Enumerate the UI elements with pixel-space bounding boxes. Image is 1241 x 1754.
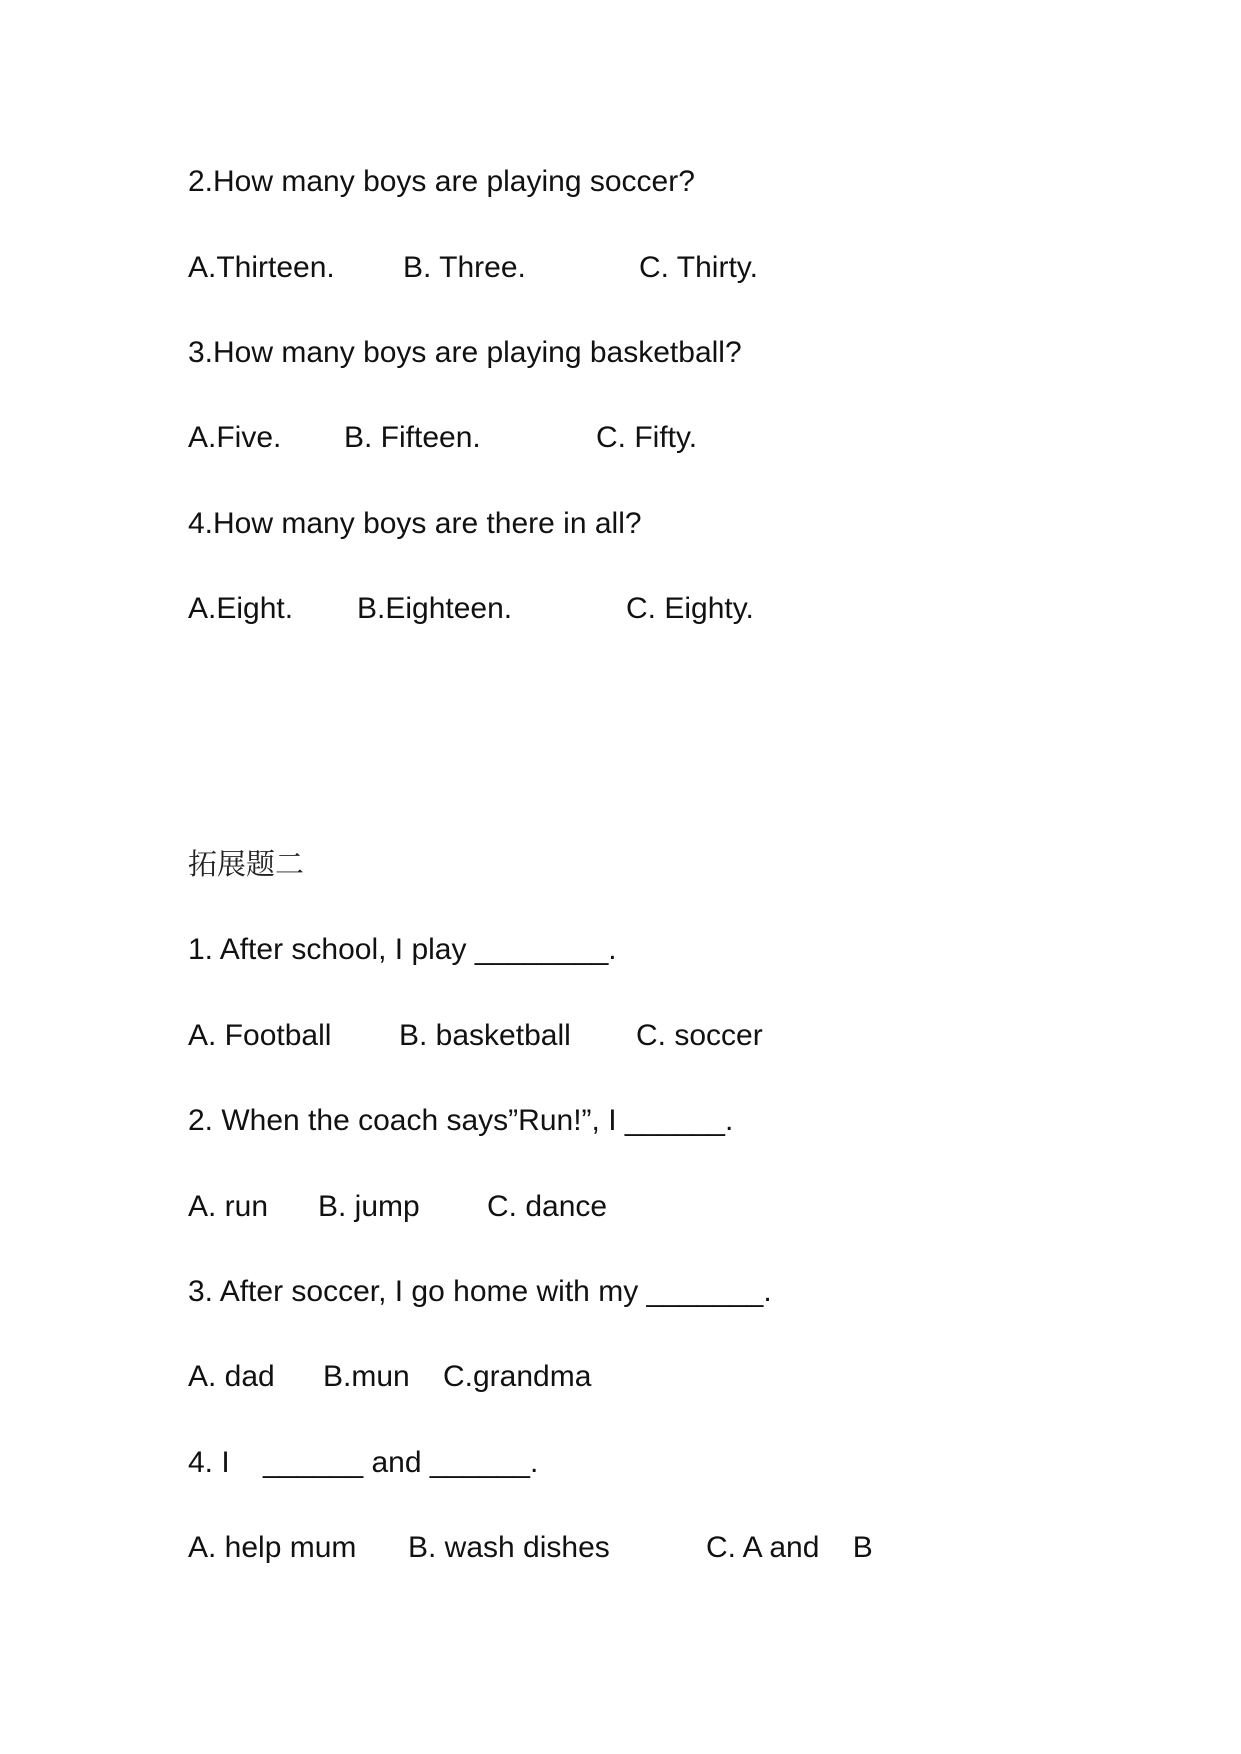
- question-4-help: 4. I ______ and ______.: [188, 1446, 539, 1479]
- option-b: B. wash dishes: [408, 1531, 610, 1564]
- option-c: C. Eighty.: [626, 592, 754, 625]
- option-b: B.Eighteen.: [357, 592, 513, 625]
- option-b: B. jump: [318, 1190, 420, 1223]
- question-4-total: 4.How many boys are there in all?: [188, 507, 642, 540]
- question-2-coach: 2. When the coach says”Run!”, I ______.: [188, 1104, 734, 1137]
- section-heading: 拓展题二: [188, 847, 305, 881]
- option-a: A. dad: [188, 1360, 275, 1393]
- option-c: C. Thirty.: [639, 251, 758, 284]
- option-a: A.Thirteen.: [188, 251, 335, 284]
- question-1-after-school: 1. After school, I play ________.: [188, 933, 617, 966]
- option-a: A. Football: [188, 1019, 332, 1052]
- option-c: C.grandma: [443, 1360, 592, 1393]
- option-c: C. dance: [487, 1190, 608, 1223]
- option-b: B.mun: [323, 1360, 410, 1393]
- option-b: B. Three.: [403, 251, 526, 284]
- option-c: C. Fifty.: [596, 421, 698, 454]
- question-2-soccer: 2.How many boys are playing soccer?: [188, 165, 695, 198]
- option-b: B. basketball: [399, 1019, 571, 1052]
- option-c: C. A and B: [706, 1531, 873, 1564]
- option-a: A.Five.: [188, 421, 282, 454]
- option-b: B. Fifteen.: [344, 421, 481, 454]
- option-a: A.Eight.: [188, 592, 294, 625]
- option-a: A. run: [188, 1190, 269, 1223]
- question-3-go-home: 3. After soccer, I go home with my _______.: [188, 1275, 772, 1308]
- option-c: C. soccer: [636, 1019, 763, 1052]
- option-a: A. help mum: [188, 1531, 357, 1564]
- question-3-basketball: 3.How many boys are playing basketball?: [188, 336, 742, 369]
